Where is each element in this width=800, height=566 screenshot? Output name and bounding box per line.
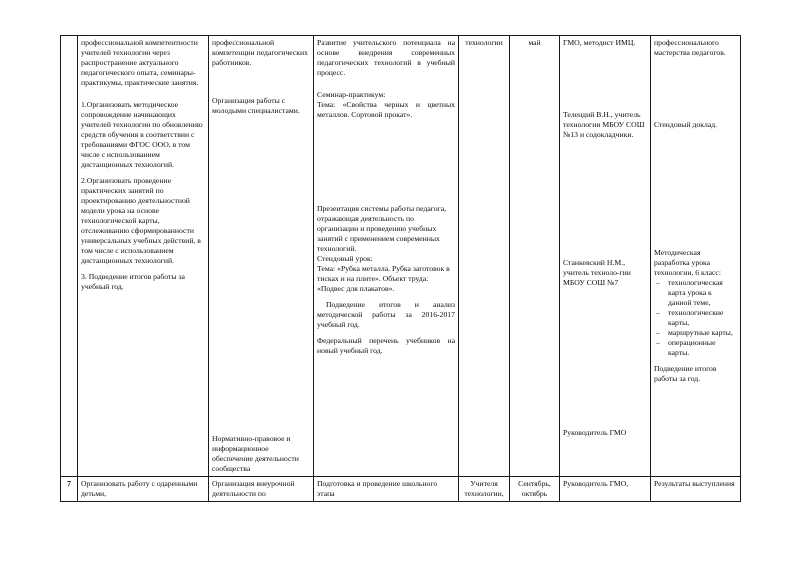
list-item: – маршрутные карты, (654, 328, 737, 338)
content-paragraph-3: Нормативно-правовое и информационное обеспечение деятельности сообщества (212, 434, 299, 473)
event-paragraph-4: Презентация системы работы педагога, отражающая деятельность по организации и проведению учебных занятий с применением современных технологий. (317, 204, 447, 253)
list-item: – технологическая карта урока к данной теме, (654, 278, 737, 308)
spacer (81, 88, 205, 100)
event-paragraph-3: Тема: «Свойства черных и цветных металлов. Сортовой прокат». (317, 100, 455, 119)
cell-row-number (61, 477, 78, 502)
cell-result (651, 477, 741, 502)
spacer (563, 288, 647, 428)
event-paragraph-2: Семинар-практикум: (317, 90, 386, 99)
cell-event (314, 477, 459, 502)
event-paragraph-6: Тема: «Рубка металла. Рубка заготовок в тисках и на плите». Объект труда: «Подвес для плакатов». (317, 264, 450, 293)
content-paragraph-2: Организация работы с молодыми специалистами. (212, 96, 300, 115)
spacer (563, 140, 647, 258)
cell-task (78, 36, 209, 477)
spacer (212, 68, 310, 96)
content-paragraph-1: профессиональной компетенции педагогических работников. (212, 38, 308, 67)
row-number-value: 7 (67, 479, 71, 488)
cell-term (510, 36, 560, 477)
cell-participants (459, 36, 510, 477)
spacer (317, 78, 455, 90)
event-paragraph-7: Подведение итогов и анализ методической работы за 2016-2017 учебный год. (317, 300, 455, 329)
task-paragraph-1: профессиональной компетентности учителей технологии через распространение актуального педагогического опыта, семинары-практикумы, практические занятия. (81, 38, 199, 87)
responsible-paragraph-2: Телендий В.Н., учитель технологии МБОУ СОШ №13 и содокладчики. (563, 110, 645, 139)
event-text: Подготовка и проведение школьного этапа (317, 479, 438, 498)
table-row (61, 477, 741, 502)
result-paragraph-4: Подведение итогов работы за год. (654, 364, 717, 383)
task-paragraph-3: 2.Организовать проведение практических занятий по проектированию деятельностной модели урока на основе технологической карты, отслеживанию сформированности универсальных учебных действий, в том числе с использованием дистанционных технологий. (81, 176, 201, 265)
spacer (563, 48, 647, 110)
list-item: – операционные карты. (654, 338, 737, 358)
event-paragraph-5: Стендовый урок: (317, 254, 373, 263)
event-paragraph-1: Развитие учительского потенциала на основе внедрения современных педагогических технологий в учебный процесс. (317, 38, 455, 77)
task-paragraph-2: 1.Организовать методическое сопровождение начинающих учителей технологии по обновлению средств обучения в соответствии с требованиями ФГОС ООО, в том числе с использованием дистанционных технологий. (81, 100, 203, 169)
responsible-paragraph-3: Станкевский Н.М., учитель техноло-гии МБОУ СОШ №7 (563, 258, 631, 287)
result-paragraph-2: Стендовый доклад. (654, 120, 718, 129)
responsible-paragraph-4: Руководитель ГМО (563, 428, 627, 437)
participants-text: Учителя технологии, (464, 479, 504, 498)
task-paragraph-4: 3. Подведение итогов работы за учебный год. (81, 272, 185, 291)
spacer (654, 58, 737, 120)
cell-participants (459, 477, 510, 502)
result-paragraph-3: Методическая разработка урока технологии, 6 класс: (654, 248, 721, 277)
cell-term (510, 477, 560, 502)
cell-result (651, 36, 741, 477)
spacer (654, 130, 737, 248)
cell-event (314, 36, 459, 477)
spacer (212, 116, 310, 434)
responsible-paragraph-1: ГМО, методист ИМЦ. (563, 38, 636, 47)
table-row (61, 36, 741, 477)
list-item: – технологические карты, (654, 308, 737, 328)
content-text: Организация внеурочной деятельности по (212, 479, 295, 498)
spacer (317, 120, 455, 204)
cell-task (78, 477, 209, 502)
result-text: Результаты выступления (654, 479, 735, 488)
cell-responsible (560, 477, 651, 502)
cell-content (209, 36, 314, 477)
event-paragraph-8: Федеральный перечень учебников на новый учебный год. (317, 336, 455, 355)
cell-responsible (560, 36, 651, 477)
participants-paragraph-1: технологии (465, 38, 503, 47)
result-list (654, 278, 737, 358)
term-text: Сентябрь, октябрь (518, 479, 551, 498)
term-paragraph-1: май (528, 38, 541, 47)
responsible-text: Руководитель ГМО, (563, 479, 629, 488)
plan-table (60, 35, 741, 502)
task-text: Организовать работу с одаренными детьми, (81, 479, 198, 498)
cell-row-number (61, 36, 78, 477)
result-paragraph-1: профессионального мастерства педагогов. (654, 38, 726, 57)
cell-content (209, 477, 314, 502)
